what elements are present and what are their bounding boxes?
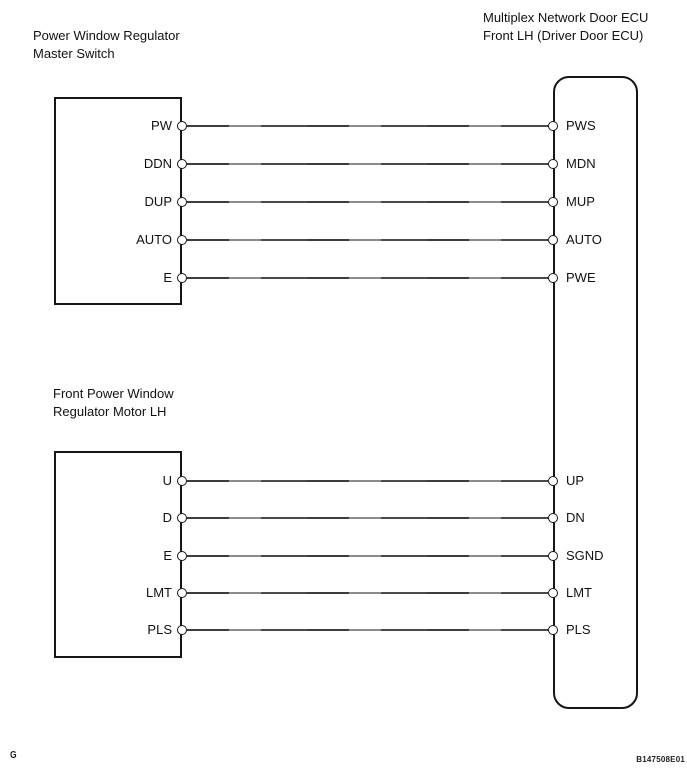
motor-title-line1: Front Power Window [53,386,174,401]
pin-connector-icon [548,121,558,131]
pin-label-left: LMT [146,585,172,600]
wire [187,277,548,279]
pin-connector-icon [548,159,558,169]
wire [187,480,548,482]
pin-label-left: U [162,473,172,488]
pin-label-right: AUTO [566,232,602,247]
master-switch-title-line1: Power Window Regulator [33,28,180,43]
wire [187,592,548,594]
page-marker: G [10,750,17,761]
pin-label-right: UP [566,473,585,488]
motor-title-line2: Regulator Motor LH [53,404,167,419]
pin-connector-icon [177,513,187,523]
pin-label-left: DUP [144,194,172,209]
wire [187,201,548,203]
figure-code: B147508E01 [636,755,685,764]
pin-label-right: PLS [566,622,591,637]
pin-connector-icon [548,625,558,635]
pin-connector-icon [177,588,187,598]
pin-connector-icon [548,551,558,561]
pin-connector-icon [177,625,187,635]
pin-connector-icon [177,273,187,283]
pin-connector-icon [177,551,187,561]
pin-label-right: LMT [566,585,592,600]
wire [187,629,548,631]
wire [187,555,548,557]
pin-connector-icon [177,197,187,207]
pin-connector-icon [548,197,558,207]
pin-connector-icon [177,159,187,169]
pin-label-right: SGND [566,548,604,563]
pin-connector-icon [177,121,187,131]
pin-label-right: PWE [566,270,596,285]
wire [187,517,548,519]
motor-title [53,385,174,421]
pin-connector-icon [548,235,558,245]
pin-connector-icon [548,273,558,283]
wire [187,163,548,165]
pin-connector-icon [177,235,187,245]
pin-label-left: E [163,270,172,285]
pin-label-left: DDN [143,156,172,171]
pin-label-left: AUTO [136,232,172,247]
master-switch-title [33,27,180,63]
pin-label-left: E [163,548,172,563]
wire [187,239,548,241]
pin-connector-icon [177,476,187,486]
pin-label-right: PWS [566,118,596,133]
wire [187,125,548,127]
pin-label-right: MUP [566,194,595,209]
ecu-title-line1: Multiplex Network Door ECU [483,10,649,25]
pin-label-right: MDN [566,156,596,171]
master-switch-title-line2: Master Switch [33,46,115,61]
pin-label-left: D [162,510,172,525]
pin-label-left: PLS [147,622,172,637]
ecu-title [483,9,648,45]
pin-label-left: PW [151,118,172,133]
pin-label-right: DN [566,510,585,525]
pin-connector-icon [548,588,558,598]
pin-connector-icon [548,513,558,523]
ecu-title-line2: Front LH (Driver Door ECU) [483,28,644,43]
pin-connector-icon [548,476,558,486]
